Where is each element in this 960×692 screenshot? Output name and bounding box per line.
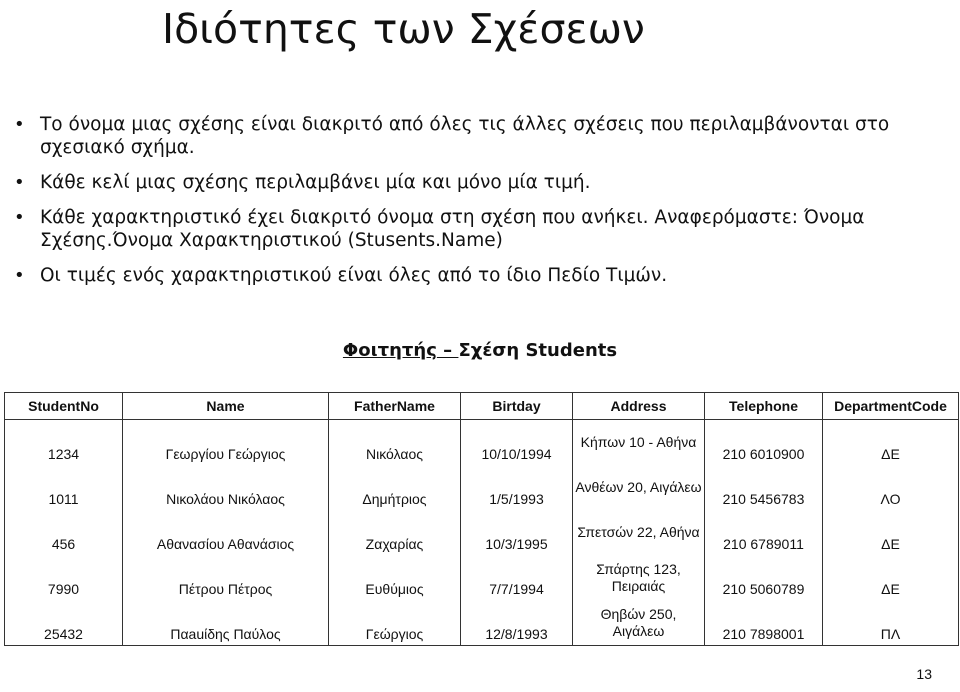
bullet-item — [14, 206, 944, 252]
cell-telephone: 210 6010900 — [705, 420, 823, 466]
cell-birthday: 7/7/1994 — [461, 555, 573, 600]
cell-address: Κήπων 10 - Αθήνα — [573, 420, 705, 466]
cell-telephone: 210 7898001 — [705, 600, 823, 646]
cell-department-code: ΠΛ — [823, 600, 959, 646]
cell-name: Παauίδης Παύλος — [123, 600, 329, 646]
cell-address: Σπάρτης 123, Πειραιάς — [573, 555, 705, 600]
cell-department-code: ΔΕ — [823, 510, 959, 555]
column-header: Address — [573, 393, 705, 420]
cell-father-name: Δημήτριος — [329, 465, 461, 510]
cell-student-no: 1234 — [5, 420, 123, 466]
cell-father-name: Νικόλαος — [329, 420, 461, 466]
bullet-text: Κάθε χαρακτηριστικό έχει διακριτό όνομα στη σχέση που ανήκει. Αναφερόμαστε: Όνομα Σχέσης.Όνομα Χαρακτηριστικού (Stusents.Name) — [40, 207, 865, 251]
cell-address: Θηβών 250, Αιγάλεω — [573, 600, 705, 646]
cell-birthday: 1/5/1993 — [461, 465, 573, 510]
cell-name: Νικολάου Νικόλαος — [123, 465, 329, 510]
bullet-text: Κάθε κελί μιας σχέσης περιλαμβάνει μία και μόνο μία τιμή. — [40, 172, 591, 193]
cell-birthday: 12/8/1993 — [461, 600, 573, 646]
header-row — [5, 393, 959, 420]
column-header: StudentNo — [5, 393, 123, 420]
cell-birthday: 10/3/1995 — [461, 510, 573, 555]
cell-address: Σπετσών 22, Αθήνα — [573, 510, 705, 555]
bullet-text: Το όνομα μιας σχέσης είναι διακριτό από όλες τις άλλες σχέσεις που περιλαμβάνονται στο σχεσιακό σχήμα. — [40, 114, 890, 158]
cell-department-code: ΔΕ — [823, 420, 959, 466]
cell-father-name: Ζαχαρίας — [329, 510, 461, 555]
table-caption — [0, 340, 960, 361]
caption-relation: Σχέση Students — [458, 340, 618, 361]
cell-student-no: 7990 — [5, 555, 123, 600]
cell-father-name: Ευθύμιος — [329, 555, 461, 600]
cell-student-no: 25432 — [5, 600, 123, 646]
page-number: 13 — [916, 666, 932, 682]
table-row — [5, 465, 959, 510]
caption-dash: – — [436, 340, 459, 361]
bullet-text: Οι τιμές ενός χαρακτηριστικού είναι όλες από το ίδιο Πεδίο Τιμών. — [40, 265, 668, 286]
caption-entity: Φοιτητής — [342, 340, 437, 361]
cell-telephone: 210 5060789 — [705, 555, 823, 600]
bullet-item — [14, 171, 944, 194]
bullet-item — [14, 264, 944, 287]
slide-title: Ιδιότητες των Σχέσεων — [162, 5, 645, 53]
cell-birthday: 10/10/1994 — [461, 420, 573, 466]
cell-name: Αθανασίου Αθανάσιος — [123, 510, 329, 555]
bullet-icon: • — [14, 265, 25, 286]
column-header: Telephone — [705, 393, 823, 420]
cell-telephone: 210 5456783 — [705, 465, 823, 510]
cell-name: Πέτρου Πέτρος — [123, 555, 329, 600]
bullet-icon: • — [14, 207, 25, 228]
table-row — [5, 555, 959, 600]
bullet-icon: • — [14, 114, 25, 135]
table-row — [5, 510, 959, 555]
column-header: DepartmentCode — [823, 393, 959, 420]
table-row — [5, 420, 959, 466]
table-row — [5, 600, 959, 646]
column-header: Name — [123, 393, 329, 420]
students-table — [4, 392, 959, 646]
cell-telephone: 210 6789011 — [705, 510, 823, 555]
cell-father-name: Γεώργιος — [329, 600, 461, 646]
column-header: FatherName — [329, 393, 461, 420]
bullet-icon: • — [14, 172, 25, 193]
cell-department-code: ΛΟ — [823, 465, 959, 510]
bullet-item — [14, 113, 944, 159]
cell-department-code: ΔΕ — [823, 555, 959, 600]
cell-student-no: 456 — [5, 510, 123, 555]
cell-address: Ανθέων 20, Αιγάλεω — [573, 465, 705, 510]
column-header: Birtday — [461, 393, 573, 420]
cell-name: Γεωργίου Γεώργιος — [123, 420, 329, 466]
cell-student-no: 1011 — [5, 465, 123, 510]
bullet-list — [14, 113, 944, 299]
